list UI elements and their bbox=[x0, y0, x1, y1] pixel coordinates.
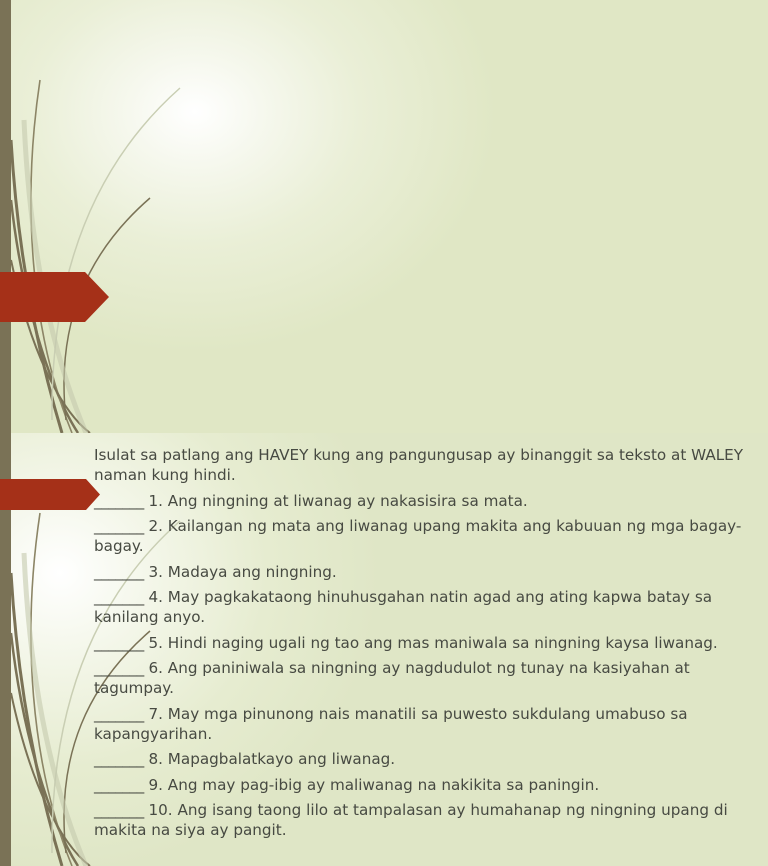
quiz-item bbox=[94, 749, 744, 769]
answer-blank[interactable]: _______ bbox=[94, 517, 144, 535]
quiz-item-text: 3. Madaya ang ningning. bbox=[143, 562, 337, 581]
quiz-item bbox=[94, 633, 744, 653]
quiz-item-text: 2. Kailangan ng mata ang liwanag upang makita ang kabuuan ng mga bagay-bagay. bbox=[94, 517, 742, 555]
quiz-instruction: Isulat sa patlang ang HAVEY kung ang pangungusap ay binanggit sa teksto at WALEY naman kung hindi. bbox=[94, 446, 744, 484]
answer-blank[interactable]: _______ bbox=[94, 750, 144, 768]
quiz-item bbox=[94, 516, 744, 556]
quiz-item bbox=[94, 704, 744, 744]
answer-blank[interactable]: _______ bbox=[94, 588, 144, 606]
quiz-item-text: 10. Ang isang taong lilo at tampalasan ay humahanap ng ningning upang di makita na siya ay pangit. bbox=[94, 801, 728, 839]
quiz-item bbox=[94, 800, 744, 840]
answer-blank[interactable]: _______ bbox=[94, 562, 144, 581]
quiz-item-text: 1. Ang ningning at liwanag ay nakasisira sa mata. bbox=[143, 491, 528, 510]
answer-blank[interactable]: _______ bbox=[94, 775, 144, 794]
content-red-tag bbox=[0, 479, 100, 510]
quiz-content bbox=[94, 445, 744, 846]
answer-blank[interactable]: _______ bbox=[94, 491, 144, 510]
answer-blank[interactable]: _______ bbox=[94, 704, 144, 723]
quiz-item-text: 8. Mapagbalatkayo ang liwanag. bbox=[143, 750, 396, 768]
quiz-item-text: 7. May mga pinunong nais manatili sa puwesto sukdulang umabuso sa kapangyarihan. bbox=[94, 704, 688, 743]
answer-blank[interactable]: _______ bbox=[94, 801, 144, 819]
quiz-item bbox=[94, 587, 744, 627]
quiz-item-text: 4. May pagkakataong hinuhusgahan natin agad ang ating kapwa batay sa kanilang anyo. bbox=[94, 588, 713, 626]
content-slide bbox=[0, 433, 768, 866]
quiz-item bbox=[94, 658, 744, 698]
answer-blank[interactable]: _______ bbox=[94, 659, 144, 677]
quiz-item-text: 5. Hindi naging ugali ng tao ang mas maniwala sa ningning kaysa liwanag. bbox=[143, 633, 718, 652]
quiz-item bbox=[94, 491, 744, 511]
answer-blank[interactable]: _______ bbox=[94, 633, 144, 652]
quiz-item-list bbox=[94, 491, 744, 841]
quiz-item bbox=[94, 562, 744, 582]
decorative-swirl-lines bbox=[0, 0, 240, 433]
quiz-item bbox=[94, 775, 744, 795]
quiz-item-text: 6. Ang paniniwala sa ningning ay nagdudulot ng tunay na kasiyahan at tagumpay. bbox=[94, 659, 690, 697]
quiz-item-text: 9. Ang may pag-ibig ay maliwanag na nakikita sa paningin. bbox=[143, 775, 600, 794]
